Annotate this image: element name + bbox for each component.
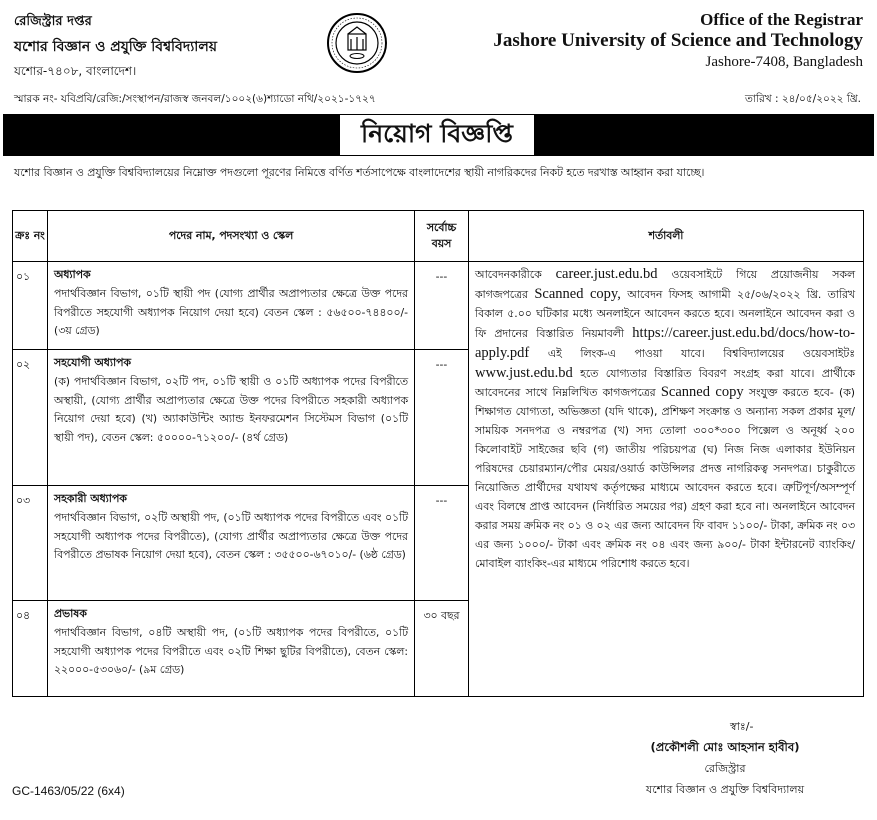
conditions-text: ওয়েবসাইটে গিয়ে প্রয়োজনীয় সকল কাগজপত্রের xyxy=(475,268,856,301)
conditions-text: সংযুক্ত করতে হবে- (ক) শিক্ষাগত যোগ্যতা, অভিজ্ঞতা (যদি থাকে), প্রশিক্ষণ সংক্রান্ত ও অন্যান্য সকল প্রকার মূল/সাময়িক সনদপত্র ও নম্বরপত্র (খ) সদ্য তোলা ৩০০*৩০০ পিক্সেল ও অনূর্ধ্ব ২০০ কিলোবাইট সাইজের ছবি (গ) জাতীয় পরিচয়পত্র (ঘ) নিজ নিজ এলাকার ইউনিয়ন পরিষদের চেয়ারম্যান/পৌর মেয়র/ওয়ার্ড কাউন্সিলর প্রদত্ত নাগরিকত্ব সনদপত্র। চাকুরীতে নিয়োজিত প্রার্থীদের যথাযথ কর্তৃপক্ষের মাধ্যমে আবেদন করতে হবে। ত্রুটিপূর্ণ/অসম্পূর্ণ এবং বিলম্বে প্রাপ্ত আবেদন (নির্ধারিত সময়ের পর) গ্রহণ করা হবে না। অনলাইনে আবেদন করার সময় ক্রমিক নং ০১ ও ০২ এর জন্য আবেদন ফি বাবদ ১১০০/- টাকা, ক্রমিক নং ০৩ এর জন্য ১০০০/- টাকা এবং ক্রমিক নং ০৪ এবং জন্য ৯০০/- টাকা ইন্টারনেট ব্যাংকিং/মোবাইল ব্যাংকিং-এর মাধ্যমে পরিশোধ করতে হবে। xyxy=(475,386,855,570)
post-cell xyxy=(48,350,415,486)
table-header-row xyxy=(13,211,864,262)
post-cell xyxy=(48,262,415,350)
post-title: সহকারী অধ্যাপক xyxy=(54,492,127,505)
university-seal-logo xyxy=(326,12,388,74)
header-conditions: শর্তাবলী xyxy=(469,211,864,262)
table-row xyxy=(13,262,864,350)
post-cell xyxy=(48,486,415,601)
age-cell: --- xyxy=(415,350,469,486)
conditions-text: আবেদনকারীকে xyxy=(475,268,542,281)
memo-date: তারিখ : ২৪/০৫/২০২২ খ্রি. xyxy=(745,93,861,105)
age-cell: ৩০ বছর xyxy=(415,601,469,697)
office-name-bn: রেজিস্ট্রার দপ্তর xyxy=(14,14,92,29)
scanned-copy-text: Scanned copy xyxy=(660,384,744,401)
posts-table xyxy=(12,210,864,697)
signatory-name: (প্রকৌশলী মোঃ আহসান হাবীব) xyxy=(650,740,800,754)
post-title: অধ্যাপক xyxy=(54,268,91,281)
post-title: প্রভাষক xyxy=(54,607,87,620)
post-details: পদার্থবিজ্ঞান বিভাগ, ০২টি অস্থায়ী পদ, (০১টি অধ্যাপক পদের বিপরীতে এবং ০১টি সহযোগী অধ্যাপক পদের বিপরীতে), (যোগ্য প্রার্থীর অপ্রাপ্যতার ক্ষেত্রে উক্ত পদের বিপরীতে প্রভাষক নিয়োগ দেয়া হবে), বেতন স্কেল : ৩৫৫০০-৬৭০১০/- (৬ষ্ঠ গ্রেড) xyxy=(54,510,408,562)
row-serial: ০২ xyxy=(13,350,48,486)
scanned-copy-text: Scanned copy, xyxy=(534,285,621,302)
header-post: পদের নাম, পদসংখ্যা ও স্কেল xyxy=(48,211,415,262)
intro-paragraph: যশোর বিজ্ঞান ও প্রযুক্তি বিশ্ববিদ্যালয়ের নিম্নোক্ত পদগুলো পূরণের নিমিত্তে বর্ণিত শর্তসাপেক্ষে বাংলাদেশের স্থায়ী নাগরিকদের নিকট হতে দরখাস্ত আহ্বান করা যাচ্ছে। xyxy=(14,166,705,179)
post-details: (ক) পদার্থবিজ্ঞান বিভাগ, ০২টি পদ, ০১টি স্থায়ী ও ০১টি অধ্যাপক পদের বিপরীতে অস্থায়ী, (যোগ্য প্রার্থীর অপ্রাপ্যতার ক্ষেত্রে উক্ত পদের বিপরীতে সহকারী অধ্যাপক নিয়োগ দেয়া হবে) (খ) অ্যাকাউন্টিং অ্যান্ড ইনফরমেশন সিস্টেমস বিভাগ (০১টি স্থায়ী পদ), বেতন স্কেল: ৫০০০০-৭১২০০/- (৪র্থ গ্রেড) xyxy=(54,374,408,445)
signature-block xyxy=(600,716,850,800)
office-name-en: Office of the Registrar xyxy=(700,10,863,29)
row-serial: ০৩ xyxy=(13,486,48,601)
signatory-institution: যশোর বিজ্ঞান ও প্রযুক্তি বিশ্ববিদ্যালয় xyxy=(645,783,805,796)
post-cell xyxy=(48,601,415,697)
signatory-designation: রেজিস্ট্রার xyxy=(704,762,746,775)
notice-title: নিয়োগ বিজ্ঞপ্তি xyxy=(340,115,534,155)
header-left xyxy=(14,12,217,83)
age-cell: --- xyxy=(415,262,469,350)
publication-code: GC-1463/05/22 (6x4) xyxy=(12,784,125,798)
career-site-link[interactable]: career.just.edu.bd xyxy=(555,266,658,282)
university-name-bn: যশোর বিজ্ঞান ও প্রযুক্তি বিশ্ববিদ্যালয় xyxy=(14,39,218,55)
row-serial: ০১ xyxy=(13,262,48,350)
post-title: সহযোগী অধ্যাপক xyxy=(54,356,131,369)
signature-mark: স্বাঃ/- xyxy=(730,720,754,733)
how-to-apply-link[interactable]: https://career.just.edu.bd/docs/how-to-apply.pdf xyxy=(475,324,855,361)
university-website-link[interactable]: www.just.edu.bd xyxy=(475,364,573,381)
conditions-text: হতে যোগ্যতার বিস্তারিত বিবরণ সংগ্রহ করা যাবে। প্রার্থীকে আবেদনের সাথে নিম্নলিখিত কাগজপত্রের xyxy=(475,366,855,400)
conditions-text: আবেদন ফিসহ আগামী ২৫/০৬/২০২২ খ্রি. তারিখ বিকাল ৫.০০ ঘটিকার মধ্যে অনলাইনে আবেদন করতে হবে। অনলাইনে আবেদন করা ও ফি প্রদানের বিস্তারিত নিয়মাবলী xyxy=(475,287,856,340)
header-right xyxy=(493,10,863,71)
header-serial: ক্রঃ নং xyxy=(13,211,48,262)
conditions-text: এই লিংক-এ পাওয়া যাবে। বিশ্ববিদ্যালয়ের ওয়েবসাইটঃ xyxy=(547,346,856,360)
conditions-cell xyxy=(469,262,864,697)
post-details: পদার্থবিজ্ঞান বিভাগ, ০৪টি অস্থায়ী পদ, (০১টি অধ্যাপক পদের বিপরীতে, ০১টি সহযোগী অধ্যাপক পদের বিপরীতে এবং ০২টি শিক্ষা ছুটির বিপরীতে), বেতন স্কেল: ২২০০০-৫৩০৬০/- (৯ম গ্রেড) xyxy=(54,625,408,677)
address-bn: যশোর-৭৪০৮, বাংলাদেশ। xyxy=(14,64,137,78)
row-serial: ০৪ xyxy=(13,601,48,697)
header-age: সর্বোচ্চ বয়স xyxy=(415,211,469,262)
post-details: পদার্থবিজ্ঞান বিভাগ, ০১টি স্থায়ী পদ (যোগ্য প্রার্থীর অপ্রাপ্যতার ক্ষেত্রে উক্ত পদের বিপরীতে সহযোগী অধ্যাপক নিয়োগ দেয়া হবে) বেতন স্কেল : ৫৬৫০০-৭৪৪০০/- (৩য় গ্রেড) xyxy=(54,286,408,338)
address-en: Jashore-7408, Bangladesh xyxy=(705,54,863,70)
university-name-en: Jashore University of Science and Technology xyxy=(493,30,863,51)
memo-number: স্মারক নং- যবিপ্রবি/রেজি:/সংস্থাপন/রাজস্ব জনবল/১০০২(৬)শ্যাডো নথি/২০২১-১৭২৭ xyxy=(14,93,376,105)
age-cell: --- xyxy=(415,486,469,601)
